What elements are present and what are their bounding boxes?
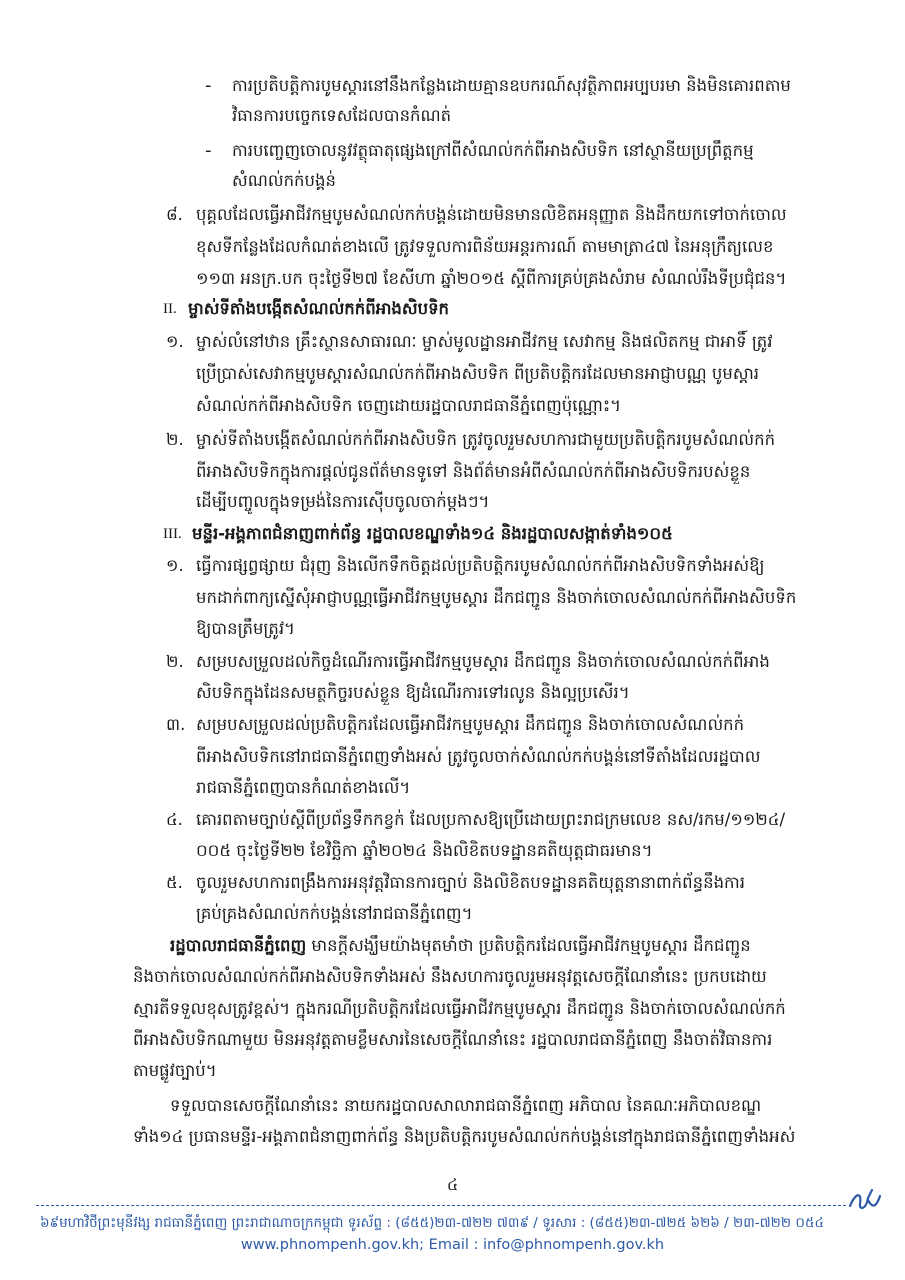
- section-3-item-4-line-2: ០០៥ ចុះថ្ងៃទី២២ ខែវិច្ឆិកា ឆ្នាំ២០២៤ និងលិខិតបទដ្ឋានគតិយុត្តជាធរមាន។: [196, 841, 653, 860]
- section-2-item-2-number: ២.: [166, 430, 184, 449]
- section-3-item-3-number: ៣.: [166, 715, 186, 734]
- paragraph-1-line-1: [170, 934, 872, 958]
- paragraph-1-line-5: តាមផ្លូវច្បាប់។: [133, 1061, 217, 1080]
- section-3-roman: III.: [163, 526, 182, 542]
- bullet-dash: -: [205, 75, 212, 96]
- bullet-1-line-2: វិធានការបច្ចេកទេសដែលបានកំណត់: [232, 106, 452, 125]
- section-3-item-2-line-2: សិបទិកក្នុងដែនសមត្ថកិច្ចរបស់ខ្លួន ឱ្យដំណើរការទៅរលូន និងល្អប្រសើរ។: [196, 683, 630, 702]
- section-3-item-4-line-1: គោរពតាមច្បាប់ស្តីពីប្រព័ន្ធទឹកកខ្វក់ ដែលប្រកាសឱ្យប្រើដោយព្រះរាជក្រមលេខ នស/រកម/១១២៤/: [196, 810, 786, 829]
- section-2-item-1-number: ១.: [166, 332, 184, 351]
- footer-divider: [36, 1205, 846, 1206]
- section-3-item-2-number: ២.: [166, 652, 184, 671]
- bullet-2-line-1: ការបញ្ចេញចោលនូវវត្ថុធាតុផ្សេងក្រៅពីសំណល់កក់ពីអាងសិបទិក នៅស្ថានីយប្រព្រឹត្តកម្ម: [232, 141, 754, 160]
- paragraph-1-line-3: ស្មារតីទទួលខុសត្រូវខ្ពស់។ ក្នុងករណីប្រតិបត្តិករដែលធ្វើអាជីវកម្មបូមស្តារ ដឹកជញ្ជូន និងចាក់ចោលសំណល់កក់: [133, 999, 786, 1018]
- section-2-item-1-line-3: សំណល់កក់ពីអាងសិបទិក ចេញដោយរដ្ឋបាលរាជធានីភ្នំពេញប៉ុណ្ណោះ។: [196, 396, 621, 415]
- section-3-item-1-line-2: មកដាក់ពាក្យស្នើសុំអាជ្ញាបណ្ណធ្វើអាជីវកម្មបូមស្តារ ដឹកជញ្ជូន និងចាក់ចោលសំណល់កក់ពីអាងសិបទិក: [196, 588, 797, 607]
- bullet-1-line-1: ការប្រតិបត្តិការបូមស្តារនៅនឹងកន្លែងដោយគ្មានឧបករណ៍សុវត្ថិភាពអប្បបរមា និងមិនគោរពតាម: [232, 76, 791, 95]
- item-8-number: ៨.: [166, 205, 183, 224]
- section-3-item-4-number: ៤.: [166, 810, 183, 829]
- paragraph-1-lead: រដ្ឋបាលរាជធានីភ្នំពេញ: [170, 936, 307, 955]
- footer-address: ៦៩មហាវិថីព្រះមុនីវង្ស រាជធានីភ្នំពេញ ព្រះរាជាណាចក្រកម្ពុជា ទូរស័ព្ទ : (៨៥៥)២៣-៧២២ ៧៣៩ / ទូរសារ : (៨៥៥)២៣-៧២៥ ៦២៦ / ២៣-៧២២ ០៥៤: [40, 1215, 825, 1231]
- section-3-item-3-line-1: សម្របសម្រួលដល់ប្រតិបត្តិករដែលធ្វើអាជីវកម្មបូមស្តារ ដឹកជញ្ជូន និងចាក់ចោលសំណល់កក់: [196, 715, 745, 734]
- section-2-item-2-line-1: ម្ចាស់ទីតាំងបង្កើតសំណល់កក់ពីអាងសិបទិក ត្រូវចូលរួមសហការជាមួយប្រតិបត្តិករបូមសំណល់កក់: [196, 430, 776, 449]
- section-3-item-3-line-2: ពីអាងសិបទិកនៅរាជធានីភ្នំពេញទាំងអស់ ត្រូវចូលចាក់សំណល់កក់បង្គន់នៅទីតាំងដែលរដ្ឋបាល: [196, 747, 761, 766]
- section-3-title: មន្ទីរ-អង្គភាពជំនាញពាក់ព័ន្ធ រដ្ឋបាលខណ្ឌទាំង១៤ និងរដ្ឋបាលសង្កាត់ទាំង១០៥: [192, 524, 673, 543]
- bullet-2-line-2: សំណល់កក់បង្គន់: [232, 171, 336, 190]
- signature-mark-icon: [846, 1186, 886, 1216]
- section-3-item-3-line-3: រាជធានីភ្នំពេញបានកំណត់ខាងលើ។: [196, 778, 411, 797]
- footer-web-email[interactable]: www.phnompenh.gov.kh; Email : info@phnompenh.gov.kh: [240, 1237, 665, 1253]
- item-8-line-3: ១១៣ អនក្រ.បក ចុះថ្ងៃទី២៧ ខែសីហា ឆ្នាំ២០១៥ ស្តីពីការគ្រប់គ្រងសំរាម សំណល់រឹងទីប្រជុំជន។: [196, 269, 787, 288]
- section-3-item-2-line-1: សម្របសម្រួលដល់កិច្ចដំណើរការធ្វើអាជីវកម្មបូមស្តារ ដឹកជញ្ជូន និងចាក់ចោលសំណល់កក់ពីអាង: [196, 652, 770, 671]
- bullet-dash: -: [205, 140, 212, 161]
- section-3-item-1-line-3: ឱ្យបានត្រឹមត្រូវ។: [196, 619, 295, 638]
- section-2-title: ម្ចាស់ទីតាំងបង្កើតសំណល់កក់ពីអាងសិបទិក: [188, 299, 450, 318]
- paragraph-2-line-1: ទទួលបានសេចក្តីណែនាំនេះ នាយករដ្ឋបាលសាលារាជធានីភ្នំពេញ អភិបាល នៃគណៈអភិបាលខណ្ឌ: [170, 1096, 762, 1115]
- item-8-line-1: បុគ្គលដែលធ្វើអាជីវកម្មបូមសំណល់កក់បង្គន់ដោយមិនមានលិខិតអនុញ្ញាត និងដឹកយកទៅចាក់ចោល: [196, 205, 787, 224]
- section-3-item-5-line-1: ចូលរួមសហការពង្រឹងការអនុវត្តវិធានការច្បាប់ និងលិខិតបទដ្ឋានគតិយុត្តនានាពាក់ព័ន្ធនឹងការ: [196, 873, 745, 892]
- page-number: ៤: [446, 1175, 459, 1194]
- section-3-item-5-number: ៥.: [166, 873, 183, 892]
- paragraph-1-line-2: និងចាក់ចោលសំណល់កក់ពីអាងសិបទិកទាំងអស់ នឹងសហការចូលរួមអនុវត្តសេចក្តីណែនាំនេះ ប្រកបដោយ: [133, 967, 767, 986]
- section-3-item-1-line-1: ធ្វើការផ្សព្វផ្សាយ ជំរុញ និងលើកទឹកចិត្តដល់ប្រតិបត្តិករបូមសំណល់កក់ពីអាងសិបទិកទាំងអស់ឱ្យ: [196, 556, 765, 575]
- section-3-item-1-number: ១.: [166, 556, 184, 575]
- section-3-item-5-line-2: គ្រប់គ្រងសំណល់កក់បង្គន់នៅរាជធានីភ្នំពេញ។: [196, 904, 473, 923]
- section-2-roman: II.: [163, 301, 177, 317]
- section-2-item-1-line-1: ម្ចាស់លំនៅឋាន គ្រឹះស្ថានសាធារណៈ ម្ចាស់មូលដ្ឋានអាជីវកម្ម សេវាកម្ម និងផលិតកម្ម ជាអាទិ៍ ត្រូវ: [196, 332, 773, 351]
- paragraph-1-line-1-rest: មានក្តីសង្ឃឹមយ៉ាងមុតមាំថា ប្រតិបត្តិករដែលធ្វើអាជីវកម្មបូមស្តារ ដឹកជញ្ជូន: [306, 936, 751, 955]
- section-2-item-2-line-3: ដើម្បីបញ្ចូលក្នុងទម្រង់នៃការស៊ើបចូលចាក់ម្តងៗ។: [196, 492, 490, 511]
- item-8-line-2: ខុសទីកន្លែងដែលកំណត់ខាងលើ ត្រូវទទួលការពិន័យអន្តរការណ៍ តាមមាត្រា៤៧ នៃអនុក្រឹត្យលេខ: [196, 237, 774, 256]
- section-2-item-1-line-2: ប្រើប្រាស់សេវាកម្មបូមស្តារសំណល់កក់ពីអាងសិបទិក ពីប្រតិបត្តិករដែលមានអាជ្ញាបណ្ណ បូមស្តារ: [196, 364, 760, 383]
- section-2-item-2-line-2: ពីអាងសិបទិកក្នុងការផ្តល់ជូនព័ត៌មានទូទៅ និងព័ត៌មានអំពីសំណល់កក់ពីអាងសិបទិករបស់ខ្លួន: [196, 462, 751, 481]
- paragraph-2-line-2: ទាំង១៤ ប្រធានមន្ទីរ-អង្គភាពជំនាញពាក់ព័ន្ធ និងប្រតិបត្តិករបូមសំណល់កក់បង្គន់នៅក្នុងរាជធានីភ្នំពេញទាំងអស់: [133, 1127, 796, 1146]
- paragraph-1-line-4: ពីអាងសិបទិកណាមួយ មិនអនុវត្តតាមខ្លឹមសារនៃសេចក្តីណែនាំនេះ រដ្ឋបាលរាជធានីភ្នំពេញ នឹងចាត់វិធានការ: [133, 1030, 773, 1049]
